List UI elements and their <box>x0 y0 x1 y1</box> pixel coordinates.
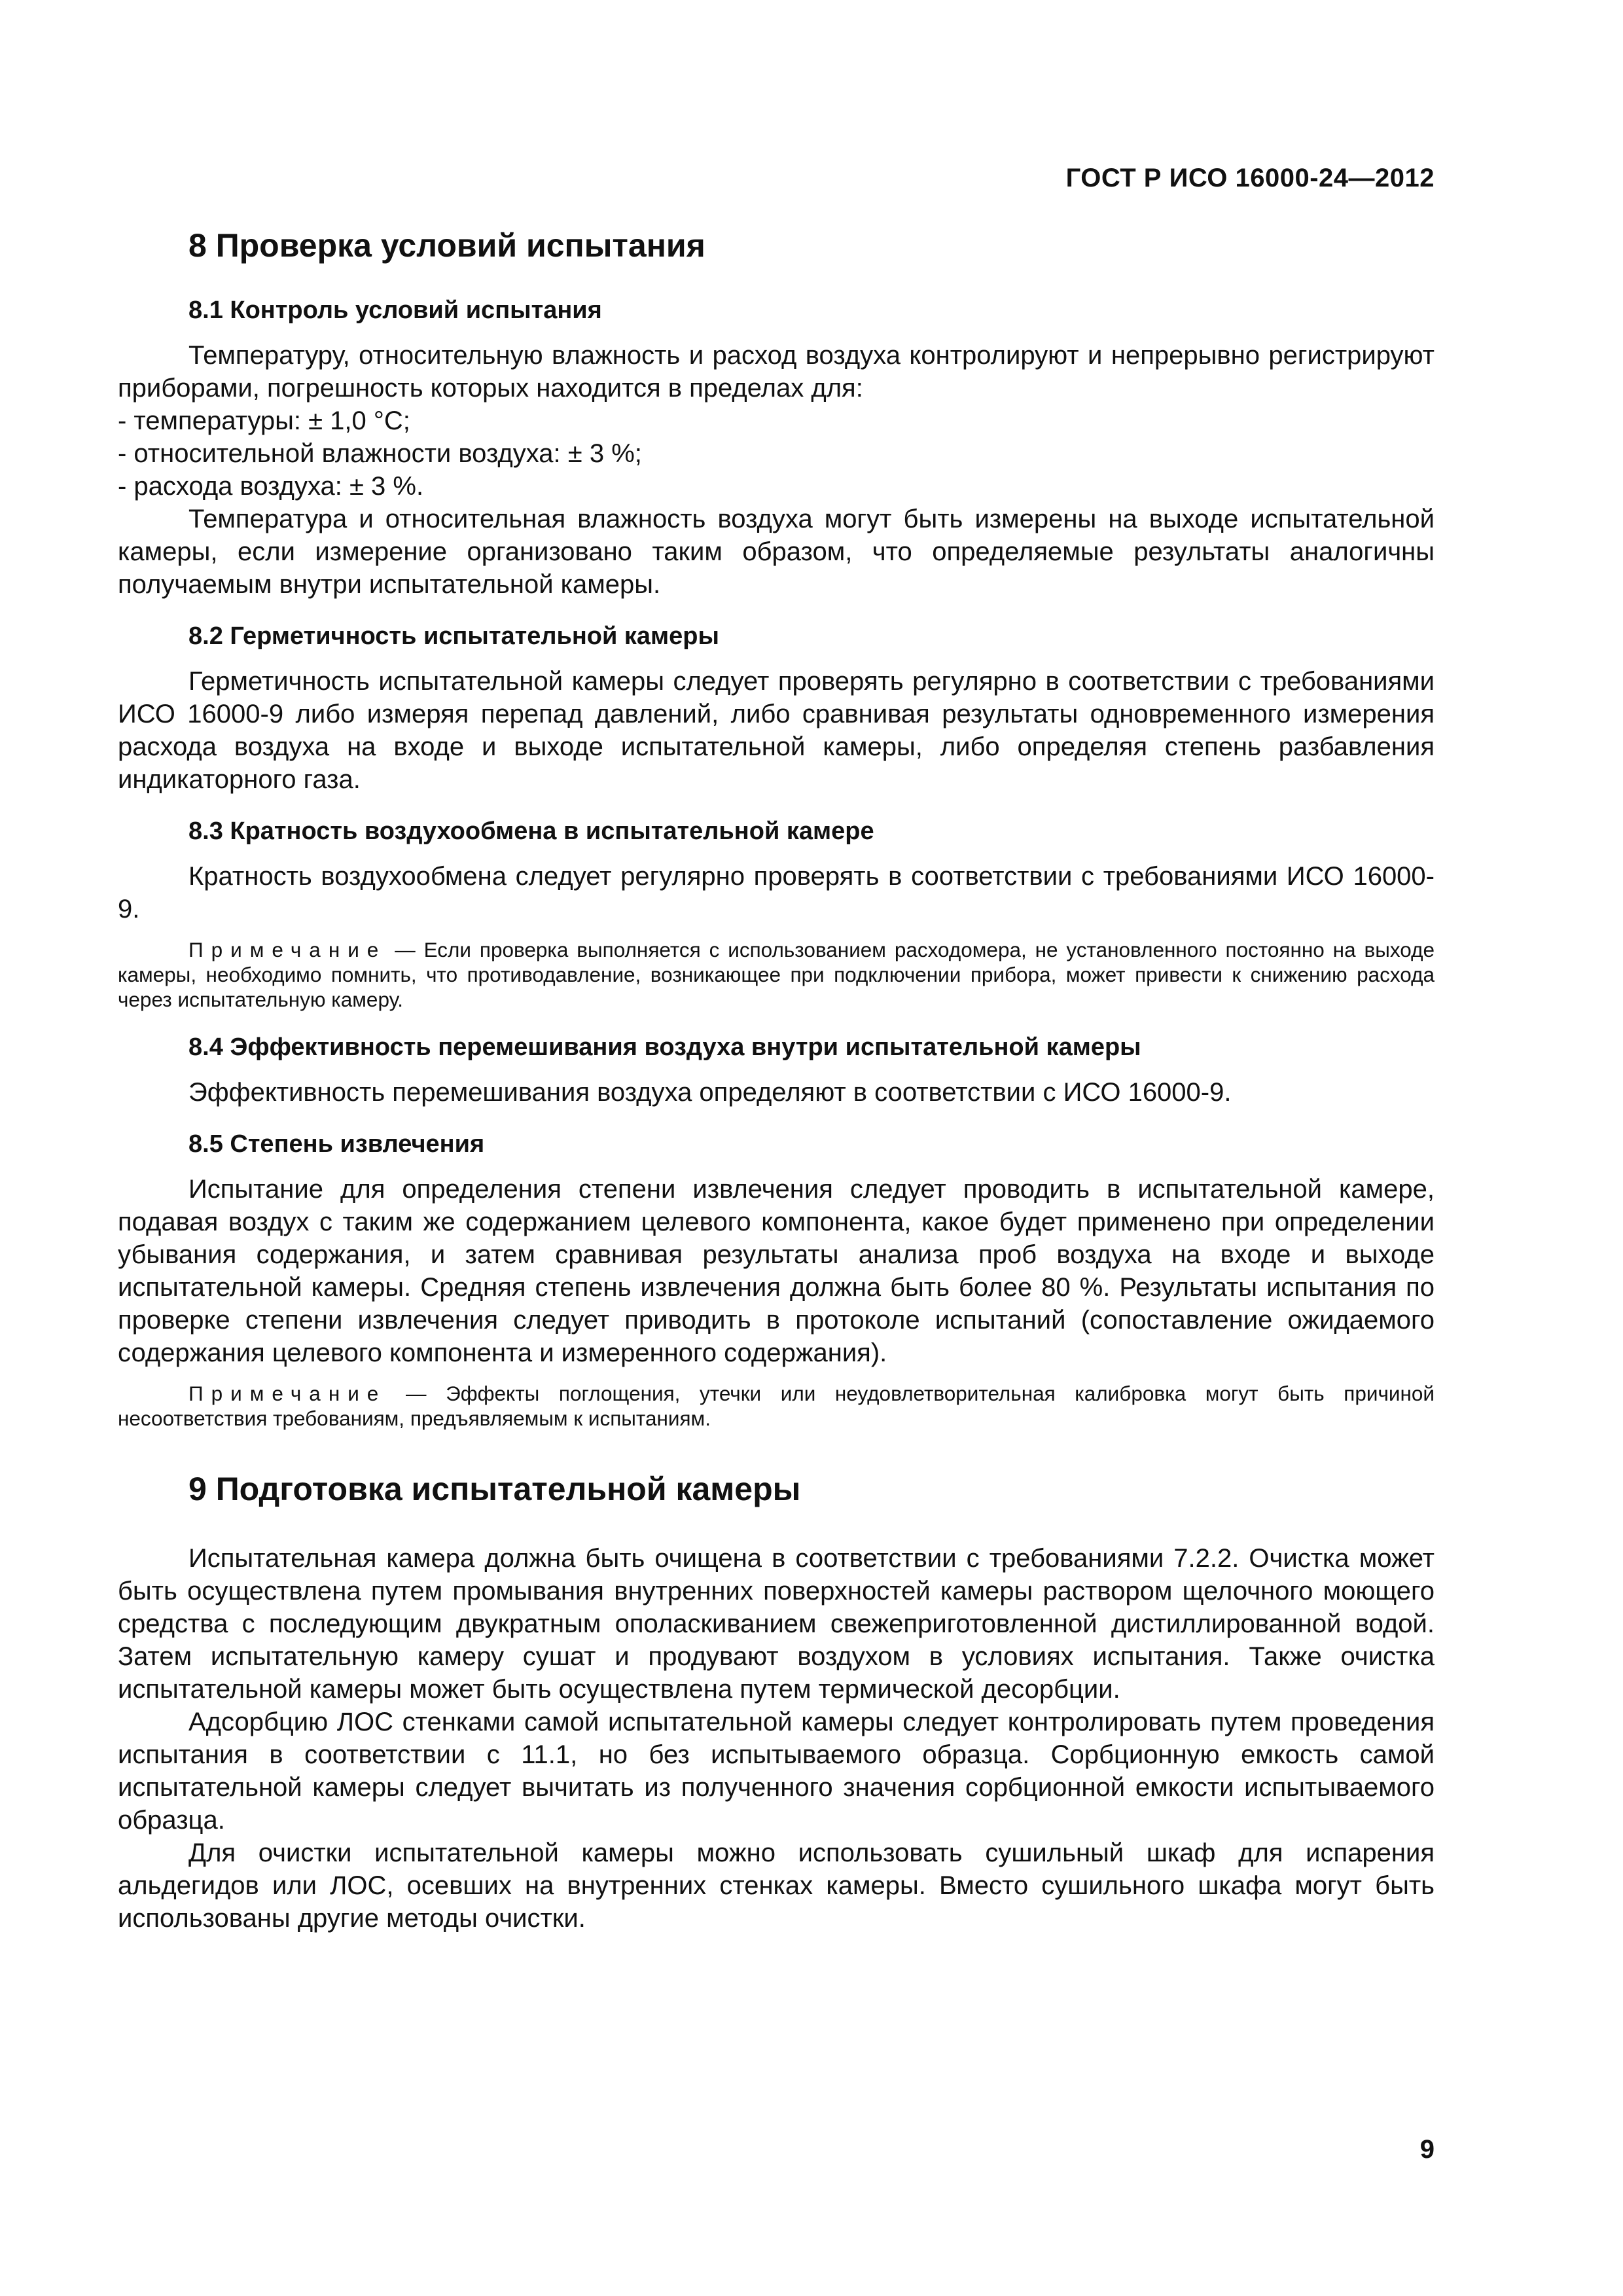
paragraph-8-4: Эффективность перемешивания воздуха определяют в соответствии с ИСО 16000-9. <box>188 1078 1232 1107</box>
subsection-8-4-title: 8.4 Эффективность перемешивания воздуха внутри испытательной камеры <box>188 1033 1141 1061</box>
page-content <box>118 216 1435 1935</box>
subsection-8-1-title: 8.1 Контроль условий испытания <box>188 296 602 324</box>
document-header: ГОСТ Р ИСО 16000-24—2012 <box>1065 164 1435 192</box>
subsection-8-5-title: 8.5 Степень извлечения <box>188 1130 485 1158</box>
note-8-3 <box>118 937 1435 1012</box>
note-label: Примечание <box>188 1382 387 1405</box>
paragraph-9-adsorption: Адсорбцию ЛОС стенками самой испытательной камеры следует контролировать путем проведения испытания в соответствии с 11.1, но без испытываемого образца. Сорбционную емкость самой испытательной камеры следует вычитать из полученного значения сорбционной емкости испытываемого образца. <box>118 1708 1435 1835</box>
list-item-temperature: - температуры: ± 1,0 °C; <box>118 406 410 435</box>
section-8-title: 8 Проверка условий испытания <box>188 227 705 264</box>
spacer <box>118 1518 1435 1542</box>
note-text: — Эффекты поглощения, утечки или неудовлетворительная калибровка могут быть причиной несоответствия требованиям, предъявляемым к испытаниям. <box>118 1382 1435 1430</box>
spacer <box>118 1431 1435 1460</box>
note-8-5 <box>118 1381 1435 1431</box>
list-item-humidity: - относительной влажности воздуха: ± 3 %; <box>118 439 642 468</box>
list-item-airflow: - расхода воздуха: ± 3 %. <box>118 472 424 501</box>
subsection-8-3-title: 8.3 Кратность воздухообмена в испытательной камере <box>188 817 874 845</box>
section-9-title: 9 Подготовка испытательной камеры <box>188 1471 801 1507</box>
paragraph-8-2: Герметичность испытательной камеры следует проверять регулярно в соответствии с требованиями ИСО 16000-9 либо измеряя перепад давлений, либо сравнивая результаты одновременного измерения расхода воздуха на входе и выходе испытательной камеры, либо определяя степень разбавления индикаторного газа. <box>118 667 1435 794</box>
paragraph-8-1-measurement: Температура и относительная влажность воздуха могут быть измерены на выходе испытательной камеры, если измерение организовано таким образом, что определяемые результаты аналогичны получаемым внутри испытательной камеры. <box>118 505 1435 599</box>
subsection-8-2-title: 8.2 Герметичность испытательной камеры <box>188 622 719 650</box>
note-text: — Если проверка выполняется с использованием расходомера, не установленного постоянно на выходе камеры, необходимо помнить, что противодавление, возникающее при подключении прибора, может привести к снижению расхода через испытательную камеру. <box>118 938 1435 1011</box>
paragraph-8-3: Кратность воздухообмена следует регулярно проверять в соответствии с требованиями ИСО 16000-9. <box>118 862 1435 924</box>
page-number: 9 <box>1419 2135 1435 2164</box>
note-label: Примечание <box>188 938 387 961</box>
paragraph-8-5: Испытание для определения степени извлечения следует проводить в испытательной камере, подавая воздух с таким же содержанием целевого компонента, какое будет применено при определении убывания содержания, и затем сравнивая результаты анализа проб воздуха на входе и выходе испытательной камеры. Средняя степень извлечения должна быть более 80 %. Результаты испытания по проверке степени извлечения следует приводить в протоколе испытаний (сопоставление ожидаемого содержания целевого компонента и измеренного содержания). <box>118 1175 1435 1367</box>
paragraph-8-1-intro: Температуру, относительную влажность и расход воздуха контролируют и непрерывно регистрируют приборами, погрешность которых находится в пределах для: <box>118 341 1435 403</box>
paragraph-9-drying: Для очистки испытательной камеры можно использовать сушильный шкаф для испарения альдегидов или ЛОС, осевших на внутренних стенках камеры. Вместо сушильного шкафа могут быть использованы другие методы очистки. <box>118 1839 1435 1933</box>
paragraph-9-cleaning: Испытательная камера должна быть очищена в соответствии с требованиями 7.2.2. Очистка может быть осуществлена путем промывания внутренних поверхностей камеры раствором щелочного моющего средства с последующим двукратным ополаскиванием свежеприготовленной дистиллированной водой. Затем испытательную камеру сушат и продувают воздухом в условиях испытания. Также очистка испытательной камеры может быть осуществлена путем термической десорбции. <box>118 1544 1435 1704</box>
